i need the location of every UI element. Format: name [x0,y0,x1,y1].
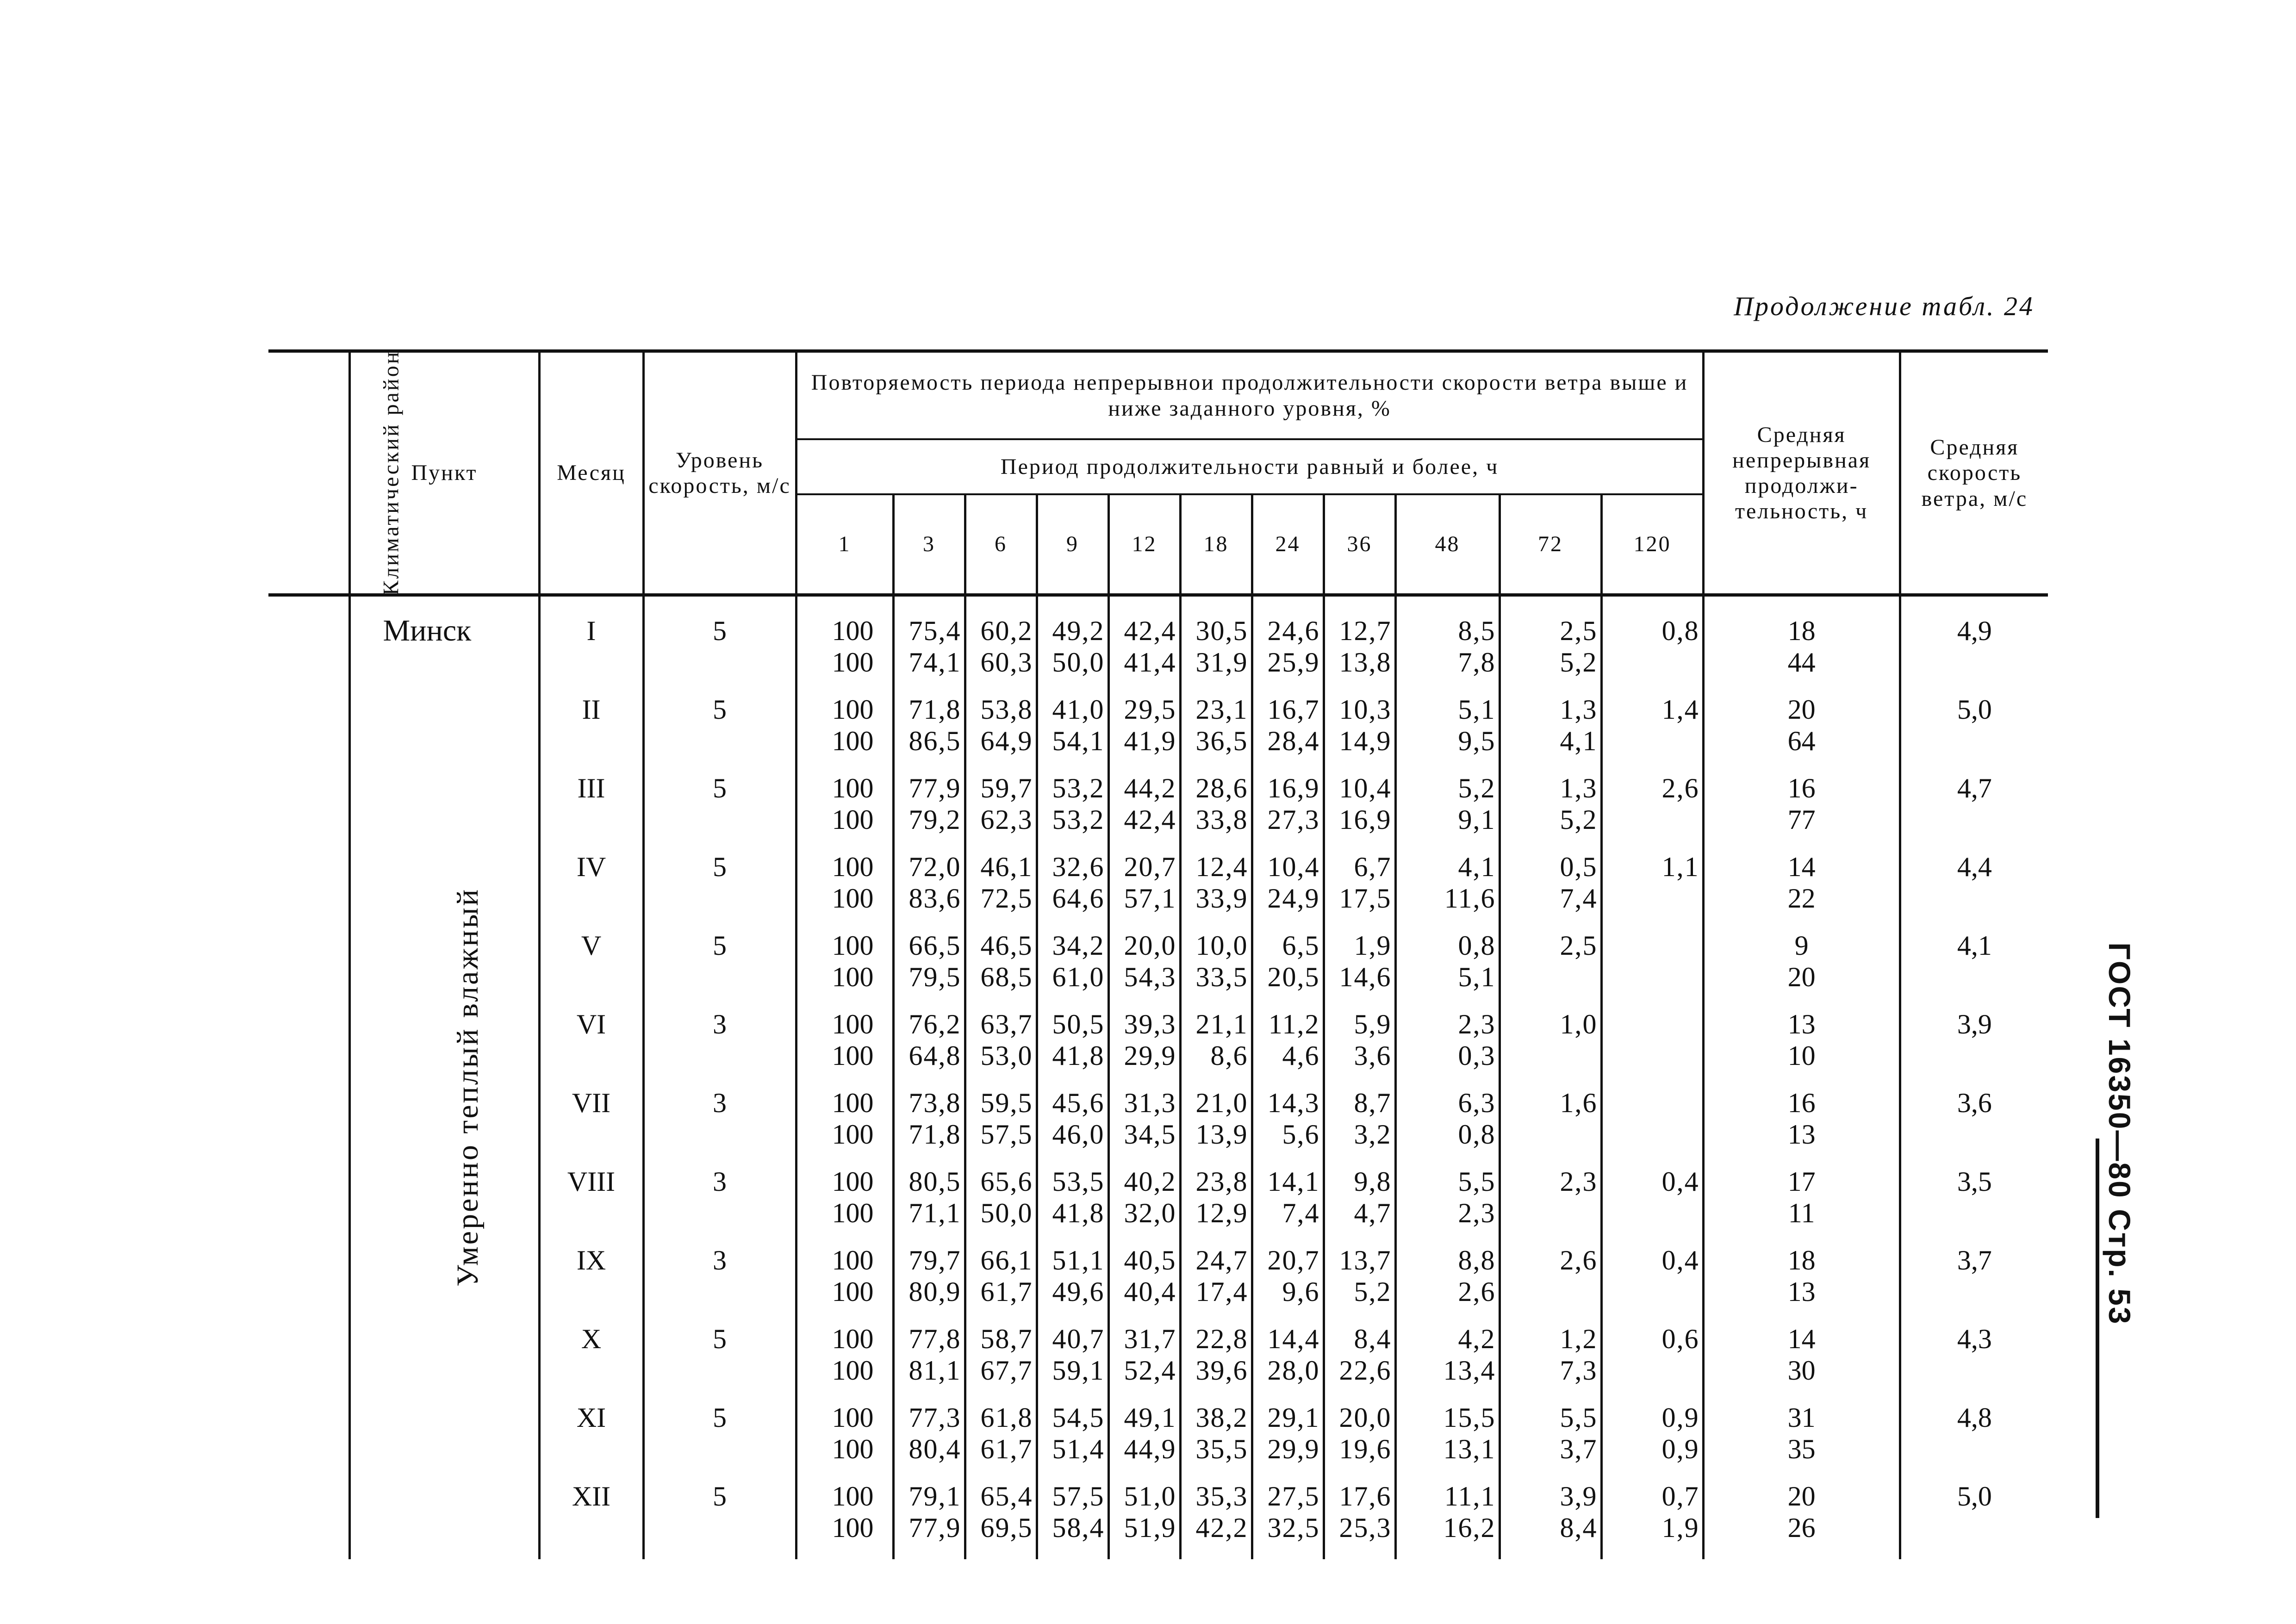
value-cell: 5,2 9,1 [1395,772,1500,851]
level-cell: 5 [643,1402,796,1481]
value-cell: 0,8 [1601,595,1703,694]
month-cell: XII [539,1481,643,1559]
value-cell: 44,2 42,4 [1108,772,1180,851]
value-cell: 100 100 [796,1323,893,1402]
value-cell: 53,5 41,8 [1037,1166,1108,1244]
value-cell: 100 100 [796,1087,893,1166]
page-header-vertical: ГОСТ 16350—80 Стр. 53 [2103,942,2137,1325]
value-cell: 21,0 13,9 [1180,1087,1252,1166]
value-cell: 0,9 0,9 [1601,1402,1703,1481]
value-cell: 1,2 7,3 [1500,1323,1601,1402]
value-cell: 40,2 32,0 [1108,1166,1180,1244]
header-group-subtitle: Период продолжительности равный и более, ч [796,439,1703,494]
avg-duration-cell: 18 44 [1703,595,1900,694]
header-level: Уровень скорость, м/с [643,351,796,595]
month-cell: III [539,772,643,851]
value-cell: 24,6 25,9 [1252,595,1324,694]
value-cell: 20,7 57,1 [1108,851,1180,930]
avg-duration-cell: 9 20 [1703,930,1900,1008]
value-cell: 1,3 5,2 [1500,772,1601,851]
table-row [268,595,2048,694]
value-cell: 12,7 13,8 [1324,595,1395,694]
region-cell: Умеренно теплый влажный [268,595,349,1560]
value-cell: 0,4 [1601,1244,1703,1323]
level-cell: 3 [643,1244,796,1323]
value-cell: 100 100 [796,1166,893,1244]
value-cell: 23,8 12,9 [1180,1166,1252,1244]
avg-duration-cell: 31 35 [1703,1402,1900,1481]
value-cell: 58,7 67,7 [965,1323,1037,1402]
value-cell: 14,4 28,0 [1252,1323,1324,1402]
value-cell: 59,7 62,3 [965,772,1037,851]
level-cell: 5 [643,1481,796,1559]
month-cell: I [539,595,643,694]
avg-duration-cell: 13 10 [1703,1008,1900,1087]
value-cell [1601,1008,1703,1087]
value-cell: 49,2 50,0 [1037,595,1108,694]
value-cell: 79,7 80,9 [893,1244,965,1323]
header-avg-duration: Средняя непрерывная продолжи-тельность, ч [1703,351,1900,595]
avg-speed-cell: 4,7 [1900,772,2048,851]
value-cell: 1,0 [1500,1008,1601,1087]
value-cell: 100 100 [796,1481,893,1559]
avg-speed-cell: 3,7 [1900,1244,2048,1323]
month-cell: VII [539,1087,643,1166]
value-cell: 10,4 16,9 [1324,772,1395,851]
value-cell: 8,7 3,2 [1324,1087,1395,1166]
value-cell: 23,1 36,5 [1180,694,1252,772]
value-cell: 10,0 33,5 [1180,930,1252,1008]
value-cell: 14,3 5,6 [1252,1087,1324,1166]
value-cell [1601,930,1703,1008]
value-cell: 32,6 64,6 [1037,851,1108,930]
value-cell: 51,0 51,9 [1108,1481,1180,1559]
value-cell: 16,7 28,4 [1252,694,1324,772]
value-cell: 20,0 19,6 [1324,1402,1395,1481]
month-cell: II [539,694,643,772]
header-period: 18 [1180,494,1252,595]
avg-speed-cell: 3,6 [1900,1087,2048,1166]
value-cell: 100 100 [796,772,893,851]
value-cell: 3,9 8,4 [1500,1481,1601,1559]
value-cell: 40,7 59,1 [1037,1323,1108,1402]
level-cell: 5 [643,1323,796,1402]
header-period: 3 [893,494,965,595]
value-cell: 0,6 [1601,1323,1703,1402]
header-period: 72 [1500,494,1601,595]
value-cell: 77,8 81,1 [893,1323,965,1402]
value-cell: 73,8 71,8 [893,1087,965,1166]
value-cell: 1,1 [1601,851,1703,930]
value-cell: 1,6 [1500,1087,1601,1166]
value-cell: 27,5 32,5 [1252,1481,1324,1559]
value-cell: 1,4 [1601,694,1703,772]
avg-duration-cell: 20 64 [1703,694,1900,772]
value-cell: 71,8 86,5 [893,694,965,772]
value-cell: 5,5 3,7 [1500,1402,1601,1481]
value-cell: 8,5 7,8 [1395,595,1500,694]
value-cell: 11,2 4,6 [1252,1008,1324,1087]
value-cell: 1,9 14,6 [1324,930,1395,1008]
value-cell: 100 100 [796,1244,893,1323]
value-cell: 59,5 57,5 [965,1087,1037,1166]
level-cell: 5 [643,694,796,772]
value-cell: 12,4 33,9 [1180,851,1252,930]
wind-duration-table [268,349,2048,1559]
level-cell: 3 [643,1087,796,1166]
value-cell: 100 100 [796,1402,893,1481]
value-cell: 65,4 69,5 [965,1481,1037,1559]
value-cell: 79,1 77,9 [893,1481,965,1559]
value-cell: 100 100 [796,851,893,930]
value-cell: 77,9 79,2 [893,772,965,851]
value-cell: 29,5 41,9 [1108,694,1180,772]
month-cell: XI [539,1402,643,1481]
table-caption: Продолжение табл. 24 [1734,291,2035,321]
value-cell: 0,5 7,4 [1500,851,1601,930]
value-cell: 0,7 1,9 [1601,1481,1703,1559]
value-cell: 50,5 41,8 [1037,1008,1108,1087]
value-cell: 49,1 44,9 [1108,1402,1180,1481]
value-cell: 30,5 31,9 [1180,595,1252,694]
header-period: 6 [965,494,1037,595]
value-cell: 61,8 61,7 [965,1402,1037,1481]
header-period: 36 [1324,494,1395,595]
value-cell: 29,1 29,9 [1252,1402,1324,1481]
avg-speed-cell: 4,3 [1900,1323,2048,1402]
month-cell: VI [539,1008,643,1087]
avg-duration-cell: 17 11 [1703,1166,1900,1244]
month-cell: X [539,1323,643,1402]
month-cell: VIII [539,1166,643,1244]
month-cell: IX [539,1244,643,1323]
side-rule [2096,1139,2099,1518]
value-cell: 4,2 13,4 [1395,1323,1500,1402]
value-cell: 10,4 24,9 [1252,851,1324,930]
value-cell: 100 100 [796,930,893,1008]
value-cell: 1,3 4,1 [1500,694,1601,772]
value-cell: 6,7 17,5 [1324,851,1395,930]
avg-speed-cell: 4,4 [1900,851,2048,930]
value-cell: 75,4 74,1 [893,595,965,694]
level-cell: 3 [643,1008,796,1087]
value-cell: 51,1 49,6 [1037,1244,1108,1323]
avg-duration-cell: 14 30 [1703,1323,1900,1402]
value-cell: 57,5 58,4 [1037,1481,1108,1559]
value-cell: 100 100 [796,694,893,772]
value-cell: 45,6 46,0 [1037,1087,1108,1166]
value-cell: 34,2 61,0 [1037,930,1108,1008]
avg-speed-cell: 5,0 [1900,694,2048,772]
header-period: 24 [1252,494,1324,595]
value-cell: 53,8 64,9 [965,694,1037,772]
avg-speed-cell: 5,0 [1900,1481,2048,1559]
value-cell: 20,0 54,3 [1108,930,1180,1008]
value-cell: 41,0 54,1 [1037,694,1108,772]
avg-speed-cell: 4,9 [1900,595,2048,694]
level-cell: 5 [643,772,796,851]
value-cell: 17,6 25,3 [1324,1481,1395,1559]
value-cell: 76,2 64,8 [893,1008,965,1087]
value-cell: 8,4 22,6 [1324,1323,1395,1402]
value-cell: 35,3 42,2 [1180,1481,1252,1559]
value-cell: 0,4 [1601,1166,1703,1244]
value-cell: 20,7 9,6 [1252,1244,1324,1323]
value-cell: 100 100 [796,595,893,694]
header-period: 48 [1395,494,1500,595]
header-station: Пункт [349,351,539,595]
value-cell: 9,8 4,7 [1324,1166,1395,1244]
month-cell: V [539,930,643,1008]
avg-duration-cell: 14 22 [1703,851,1900,930]
level-cell: 5 [643,595,796,694]
value-cell: 0,8 5,1 [1395,930,1500,1008]
month-cell: IV [539,851,643,930]
avg-duration-cell: 16 77 [1703,772,1900,851]
header-region: Климатический район [268,351,349,595]
value-cell: 66,5 79,5 [893,930,965,1008]
value-cell: 31,3 34,5 [1108,1087,1180,1166]
value-cell: 80,5 71,1 [893,1166,965,1244]
value-cell: 4,1 11,6 [1395,851,1500,930]
value-cell: 8,8 2,6 [1395,1244,1500,1323]
value-cell: 2,3 0,3 [1395,1008,1500,1087]
value-cell: 5,9 3,6 [1324,1008,1395,1087]
value-cell: 46,1 72,5 [965,851,1037,930]
value-cell: 40,5 40,4 [1108,1244,1180,1323]
value-cell: 13,7 5,2 [1324,1244,1395,1323]
value-cell: 46,5 68,5 [965,930,1037,1008]
value-cell: 15,5 13,1 [1395,1402,1500,1481]
level-cell: 3 [643,1166,796,1244]
header-month: Месяц [539,351,643,595]
header-period: 1 [796,494,893,595]
avg-duration-cell: 18 13 [1703,1244,1900,1323]
value-cell: 2,6 [1500,1244,1601,1323]
avg-speed-cell: 3,9 [1900,1008,2048,1087]
avg-duration-cell: 16 13 [1703,1087,1900,1166]
value-cell: 54,5 51,4 [1037,1402,1108,1481]
header-period: 9 [1037,494,1108,595]
value-cell: 100 100 [796,1008,893,1087]
value-cell: 24,7 17,4 [1180,1244,1252,1323]
avg-speed-cell: 3,5 [1900,1166,2048,1244]
value-cell: 53,2 53,2 [1037,772,1108,851]
header-period: 12 [1108,494,1180,595]
value-cell: 66,1 61,7 [965,1244,1037,1323]
value-cell: 2,5 5,2 [1500,595,1601,694]
value-cell: 2,6 [1601,772,1703,851]
value-cell: 39,3 29,9 [1108,1008,1180,1087]
value-cell: 77,3 80,4 [893,1402,965,1481]
level-cell: 5 [643,930,796,1008]
value-cell: 2,3 [1500,1166,1601,1244]
value-cell: 28,6 33,8 [1180,772,1252,851]
value-cell: 38,2 35,5 [1180,1402,1252,1481]
value-cell: 63,7 53,0 [965,1008,1037,1087]
level-cell: 5 [643,851,796,930]
value-cell: 65,6 50,0 [965,1166,1037,1244]
value-cell: 6,3 0,8 [1395,1087,1500,1166]
header-group-title: Повторяемость периода непрерывнои продолжительности скорости ветра выше и ниже заданного уровня, % [796,351,1703,440]
value-cell: 6,5 20,5 [1252,930,1324,1008]
header-avg-speed: Средняя скорость ветра, м/с [1900,351,2048,595]
avg-speed-cell: 4,8 [1900,1402,2048,1481]
value-cell: 5,1 9,5 [1395,694,1500,772]
value-cell: 31,7 52,4 [1108,1323,1180,1402]
value-cell: 60,2 60,3 [965,595,1037,694]
station-cell: Минск [349,595,539,1560]
value-cell: 11,1 16,2 [1395,1481,1500,1559]
value-cell: 5,5 2,3 [1395,1166,1500,1244]
avg-duration-cell: 20 26 [1703,1481,1900,1559]
value-cell: 14,1 7,4 [1252,1166,1324,1244]
value-cell: 22,8 39,6 [1180,1323,1252,1402]
header-period: 120 [1601,494,1703,595]
value-cell: 42,4 41,4 [1108,595,1180,694]
value-cell: 72,0 83,6 [893,851,965,930]
value-cell: 16,9 27,3 [1252,772,1324,851]
value-cell: 21,1 8,6 [1180,1008,1252,1087]
value-cell: 10,3 14,9 [1324,694,1395,772]
value-cell: 2,5 [1500,930,1601,1008]
avg-speed-cell: 4,1 [1900,930,2048,1008]
value-cell [1601,1087,1703,1166]
